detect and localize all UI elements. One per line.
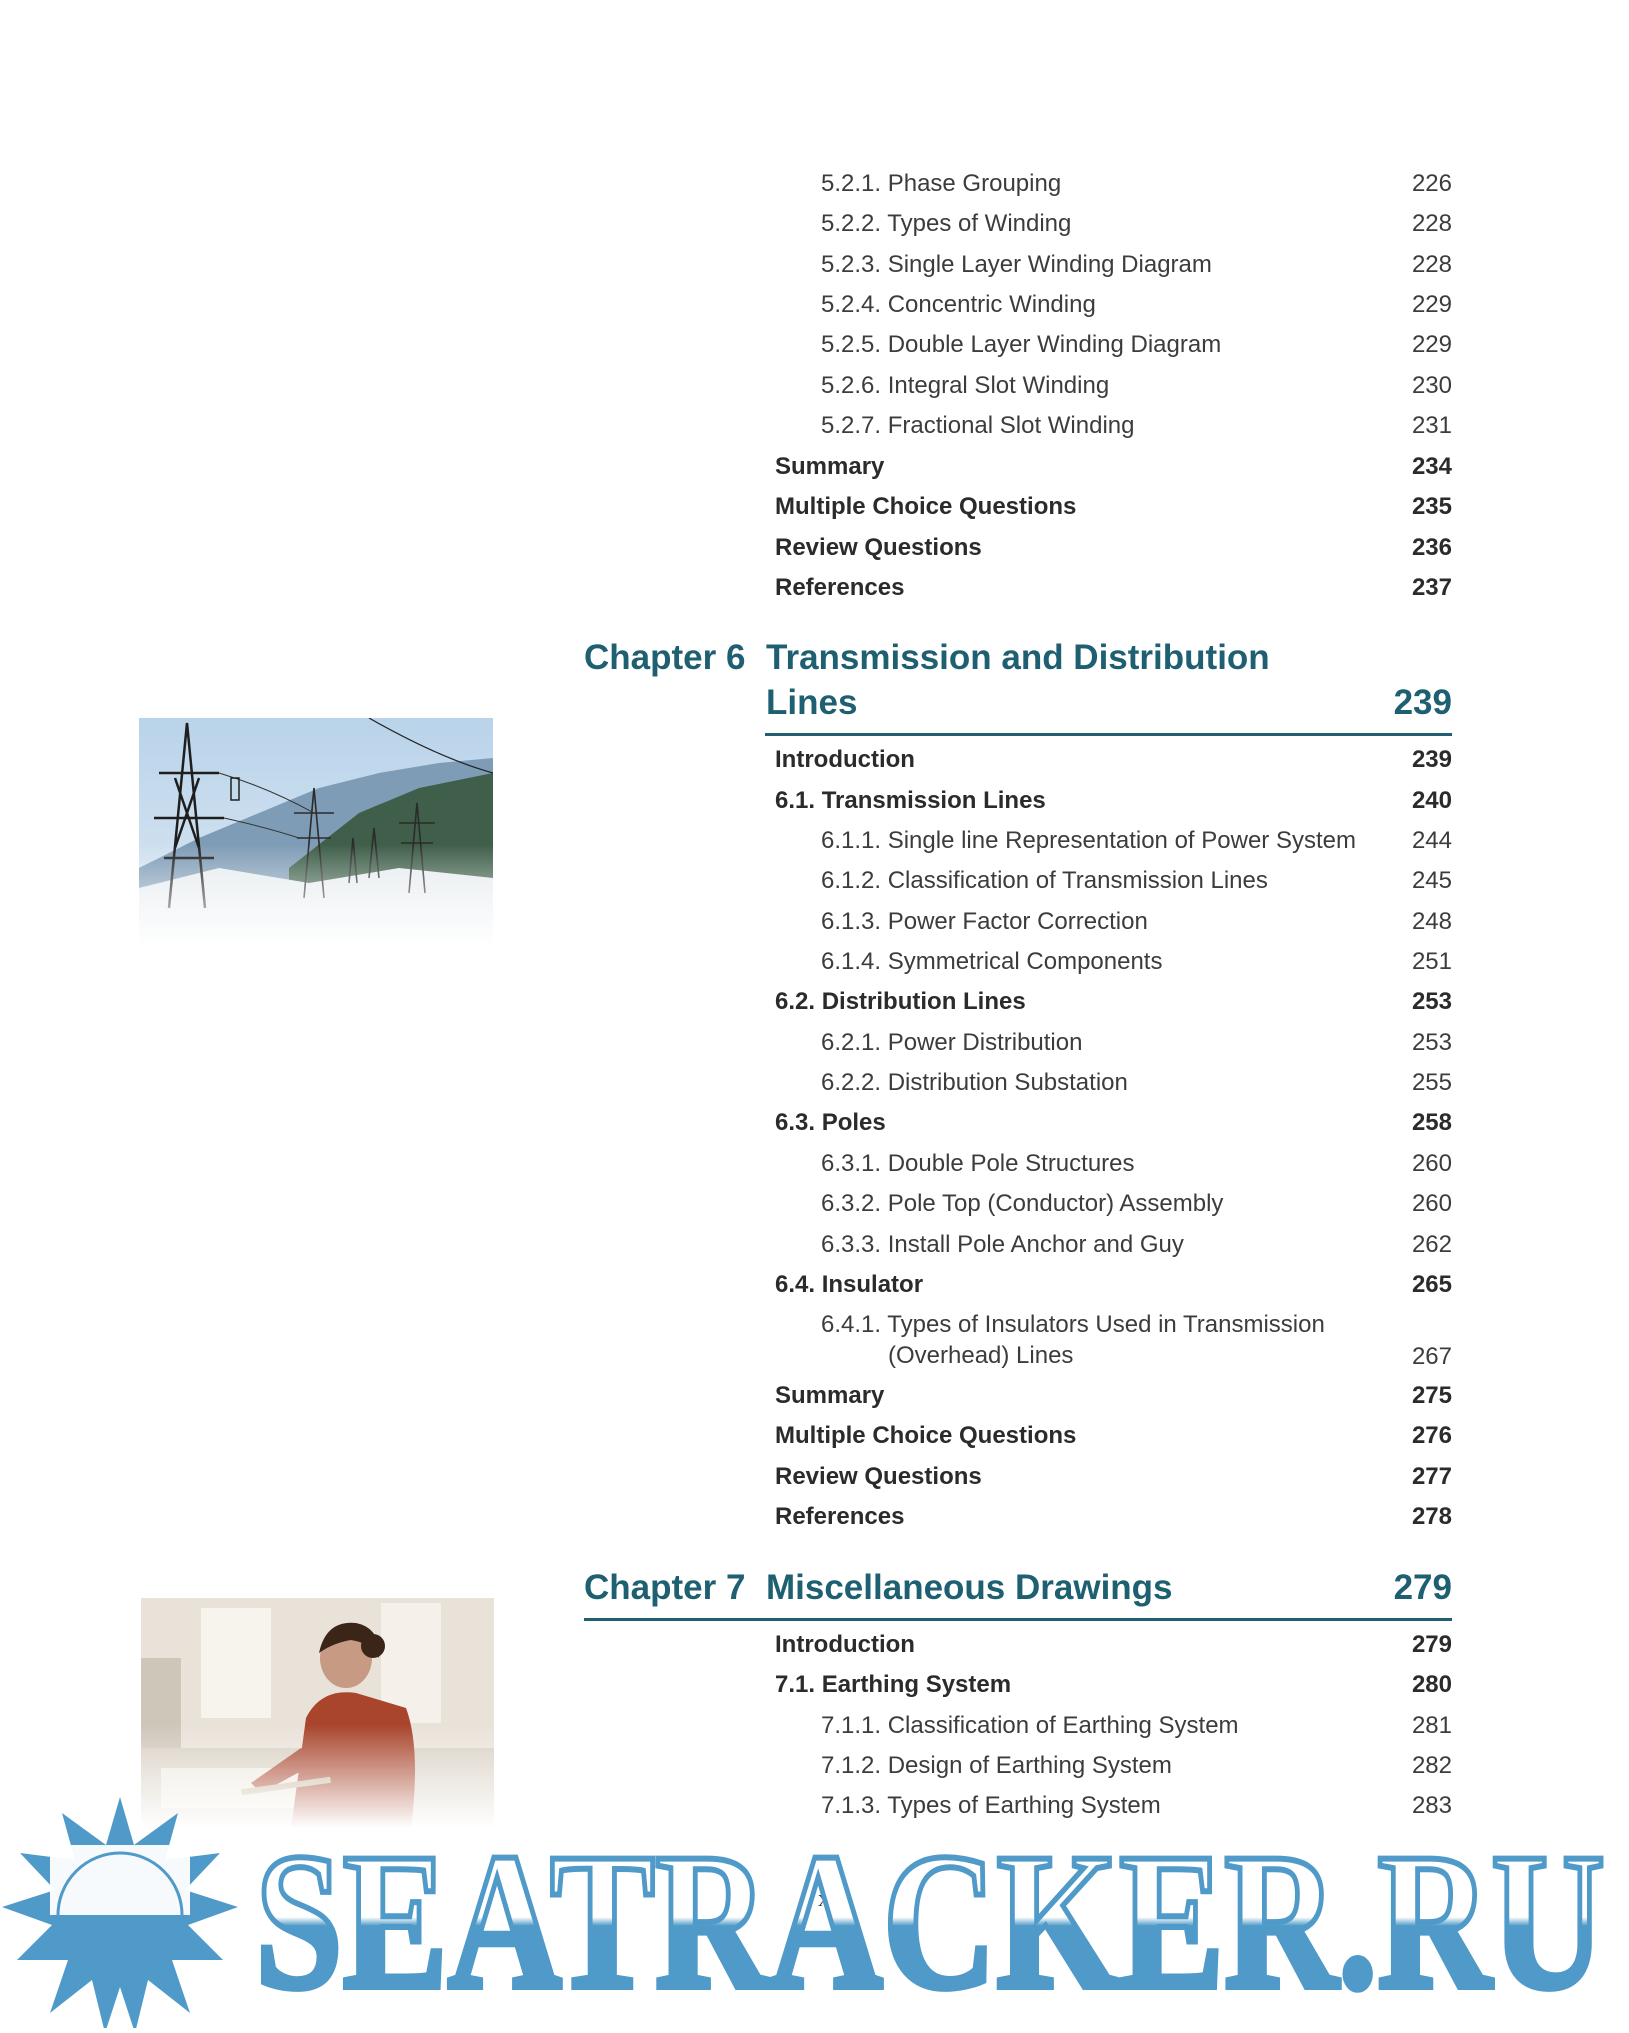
toc-entry-page: 282 xyxy=(1411,1752,1452,1779)
toc-entry-label: 7.1. Earthing System xyxy=(775,1671,1012,1698)
toc-entry-page: 277 xyxy=(1411,1463,1452,1490)
toc-entry[interactable] xyxy=(775,490,1452,524)
toc-entry[interactable] xyxy=(821,824,1452,858)
toc-entry-label: 6.3.1. Double Pole Structures xyxy=(821,1150,1135,1177)
chapter-page: 239 xyxy=(1393,683,1452,722)
toc-entry[interactable] xyxy=(821,945,1452,979)
toc-entry[interactable] xyxy=(821,1066,1452,1100)
toc-entry[interactable] xyxy=(821,1026,1452,1060)
toc-entry[interactable] xyxy=(775,743,1452,777)
toc-entry[interactable] xyxy=(821,409,1452,443)
toc-entry-page: 239 xyxy=(1411,746,1452,773)
toc-entry[interactable] xyxy=(775,1268,1452,1302)
toc-entry[interactable] xyxy=(821,905,1452,939)
toc-entry-page: 253 xyxy=(1411,1029,1452,1056)
toc-entry-label: 5.2.4. Concentric Winding xyxy=(821,291,1096,318)
drafting-woman-photo xyxy=(141,1598,494,1828)
toc-entry-label: 5.2.1. Phase Grouping xyxy=(821,170,1062,197)
toc-entry-label: 5.2.5. Double Layer Winding Diagram xyxy=(821,331,1222,358)
toc-entry-label: 7.1.3. Types of Earthing System xyxy=(821,1792,1161,1819)
toc-entry-label: 6.4. Insulator xyxy=(775,1271,924,1298)
toc-entry[interactable] xyxy=(775,784,1452,818)
toc-entry-label: 6.3.3. Install Pole Anchor and Guy xyxy=(821,1231,1184,1258)
toc-entry-page: 275 xyxy=(1411,1382,1452,1409)
toc-entry-page: 230 xyxy=(1411,372,1452,399)
toc-entry-label: 5.2.3. Single Layer Winding Diagram xyxy=(821,251,1212,278)
sun-icon xyxy=(2,1797,238,2028)
toc-entry-label: Multiple Choice Questions xyxy=(775,493,1077,520)
toc-entry[interactable] xyxy=(775,1460,1452,1494)
toc-entry-page: 244 xyxy=(1411,827,1452,854)
toc-entry-page: 226 xyxy=(1411,170,1452,197)
drafting-woman-illustration xyxy=(141,1598,494,1828)
toc-entry-page: 262 xyxy=(1411,1231,1452,1258)
toc-entry[interactable] xyxy=(775,1500,1452,1534)
chapter6-rule xyxy=(765,733,1452,736)
toc-entry[interactable] xyxy=(821,207,1452,241)
toc-entry-page: 255 xyxy=(1411,1069,1452,1096)
toc-entry-label-continued: (Overhead) Lines xyxy=(888,1342,1074,1369)
toc-entry[interactable] xyxy=(821,1228,1452,1262)
watermark xyxy=(0,1795,1629,2028)
toc-entry-label: 5.2.2. Types of Winding xyxy=(821,210,1072,237)
toc-entry-label: References xyxy=(775,1503,905,1530)
transmission-towers-photo xyxy=(139,718,493,948)
toc-entry-page: 265 xyxy=(1411,1271,1452,1298)
chapter-title-continued: Lines xyxy=(766,683,858,722)
toc-entry[interactable] xyxy=(821,167,1452,201)
toc-entry-label: Review Questions xyxy=(775,534,982,561)
page-folio: x xyxy=(818,1886,830,1912)
toc-entry[interactable] xyxy=(775,1379,1452,1413)
toc-entry-page: 267 xyxy=(1411,1343,1452,1370)
toc-entry-page: 229 xyxy=(1411,331,1452,358)
chapter-title: Transmission and Distribution xyxy=(766,638,1270,677)
toc-entry-page: 253 xyxy=(1411,988,1452,1015)
toc-entry-label: 5.2.7. Fractional Slot Winding xyxy=(821,412,1135,439)
toc-entry-label: Multiple Choice Questions xyxy=(775,1422,1077,1449)
toc-entry-page: 279 xyxy=(1411,1631,1452,1658)
toc-entry-label: 7.1.1. Classification of Earthing System xyxy=(821,1712,1239,1739)
toc-entry-label: 6.1. Transmission Lines xyxy=(775,787,1046,814)
toc-entry-page: 235 xyxy=(1411,493,1452,520)
toc-entry-label: Introduction xyxy=(775,1631,915,1658)
toc-entry-page: 228 xyxy=(1411,251,1452,278)
toc-entry[interactable] xyxy=(821,1749,1452,1783)
toc-entry-page: 240 xyxy=(1411,787,1452,814)
toc-entry-page: 228 xyxy=(1411,210,1452,237)
toc-entry[interactable] xyxy=(821,1187,1452,1221)
toc-entry[interactable] xyxy=(775,531,1452,565)
toc-entry-label: 6.1.3. Power Factor Correction xyxy=(821,908,1148,935)
toc-entry-page: 234 xyxy=(1411,453,1452,480)
toc-entry-page: 237 xyxy=(1411,574,1452,601)
watermark-text: SEATRACKER.RU xyxy=(255,1813,1605,2028)
toc-entry[interactable] xyxy=(821,369,1452,403)
chapter7-rule xyxy=(584,1618,1452,1621)
toc-entry-label: 6.1.4. Symmetrical Components xyxy=(821,948,1163,975)
toc-entry-label: 6.2.1. Power Distribution xyxy=(821,1029,1083,1056)
toc-entry-label: 6.2. Distribution Lines xyxy=(775,988,1026,1015)
chapter-page: 279 xyxy=(1393,1568,1452,1607)
toc-entry[interactable] xyxy=(821,328,1452,362)
toc-entry-label: 6.2.2. Distribution Substation xyxy=(821,1069,1128,1096)
toc-entry-page: 229 xyxy=(1411,291,1452,318)
toc-entry-page: 260 xyxy=(1411,1150,1452,1177)
toc-entry-page: 276 xyxy=(1411,1422,1452,1449)
toc-entry[interactable] xyxy=(775,571,1452,605)
toc-entry-label: 6.1.1. Single line Representation of Power System xyxy=(821,827,1356,854)
toc-entry[interactable] xyxy=(775,1628,1452,1662)
transmission-towers-illustration xyxy=(139,718,493,948)
chapter-number: Chapter 7 xyxy=(584,1568,746,1607)
toc-entry-page: 260 xyxy=(1411,1190,1452,1217)
chapter-title: Miscellaneous Drawings xyxy=(766,1568,1173,1607)
toc-entry[interactable] xyxy=(821,288,1452,322)
toc-entry-page: 278 xyxy=(1411,1503,1452,1530)
toc-entry-label: 5.2.6. Integral Slot Winding xyxy=(821,372,1110,399)
watermark-graphic xyxy=(0,1795,1629,2028)
toc-entry-page: 245 xyxy=(1411,867,1452,894)
toc-entry-page: 251 xyxy=(1411,948,1452,975)
toc-entry-label: 6.3.2. Pole Top (Conductor) Assembly xyxy=(821,1190,1224,1217)
toc-entry-page: 248 xyxy=(1411,908,1452,935)
toc-entry-label: 7.1.2. Design of Earthing System xyxy=(821,1752,1172,1779)
toc-entry[interactable] xyxy=(821,1310,1452,1374)
toc-entry-page: 281 xyxy=(1411,1712,1452,1739)
toc-entry-page: 258 xyxy=(1411,1109,1452,1136)
toc-entry-label: Summary xyxy=(775,1382,885,1409)
toc-entry-page: 236 xyxy=(1411,534,1452,561)
toc-entry-label: References xyxy=(775,574,905,601)
toc-entry[interactable] xyxy=(821,864,1452,898)
toc-entry[interactable] xyxy=(775,450,1452,484)
toc-entry-page: 280 xyxy=(1411,1671,1452,1698)
toc-entry[interactable] xyxy=(821,1147,1452,1181)
toc-entry[interactable] xyxy=(821,248,1452,282)
chapter-number: Chapter 6 xyxy=(584,638,746,677)
toc-entry-label: 6.1.2. Classification of Transmission Lines xyxy=(821,867,1268,894)
toc-entry-label: Summary xyxy=(775,453,885,480)
toc-entry-label: Review Questions xyxy=(775,1463,982,1490)
toc-entry-label: Introduction xyxy=(775,746,915,773)
toc-entry-page: 231 xyxy=(1411,412,1452,439)
toc-entry-page: 283 xyxy=(1411,1792,1452,1819)
toc-entry-label: 6.3. Poles xyxy=(775,1109,886,1136)
toc-entry-label: 6.4.1. Types of Insulators Used in Transmission xyxy=(821,1311,1325,1338)
toc-entry[interactable] xyxy=(821,1709,1452,1743)
toc-entry[interactable] xyxy=(775,1419,1452,1453)
toc-entry[interactable] xyxy=(775,1668,1452,1702)
toc-entry[interactable] xyxy=(775,985,1452,1019)
toc-entry[interactable] xyxy=(775,1106,1452,1140)
